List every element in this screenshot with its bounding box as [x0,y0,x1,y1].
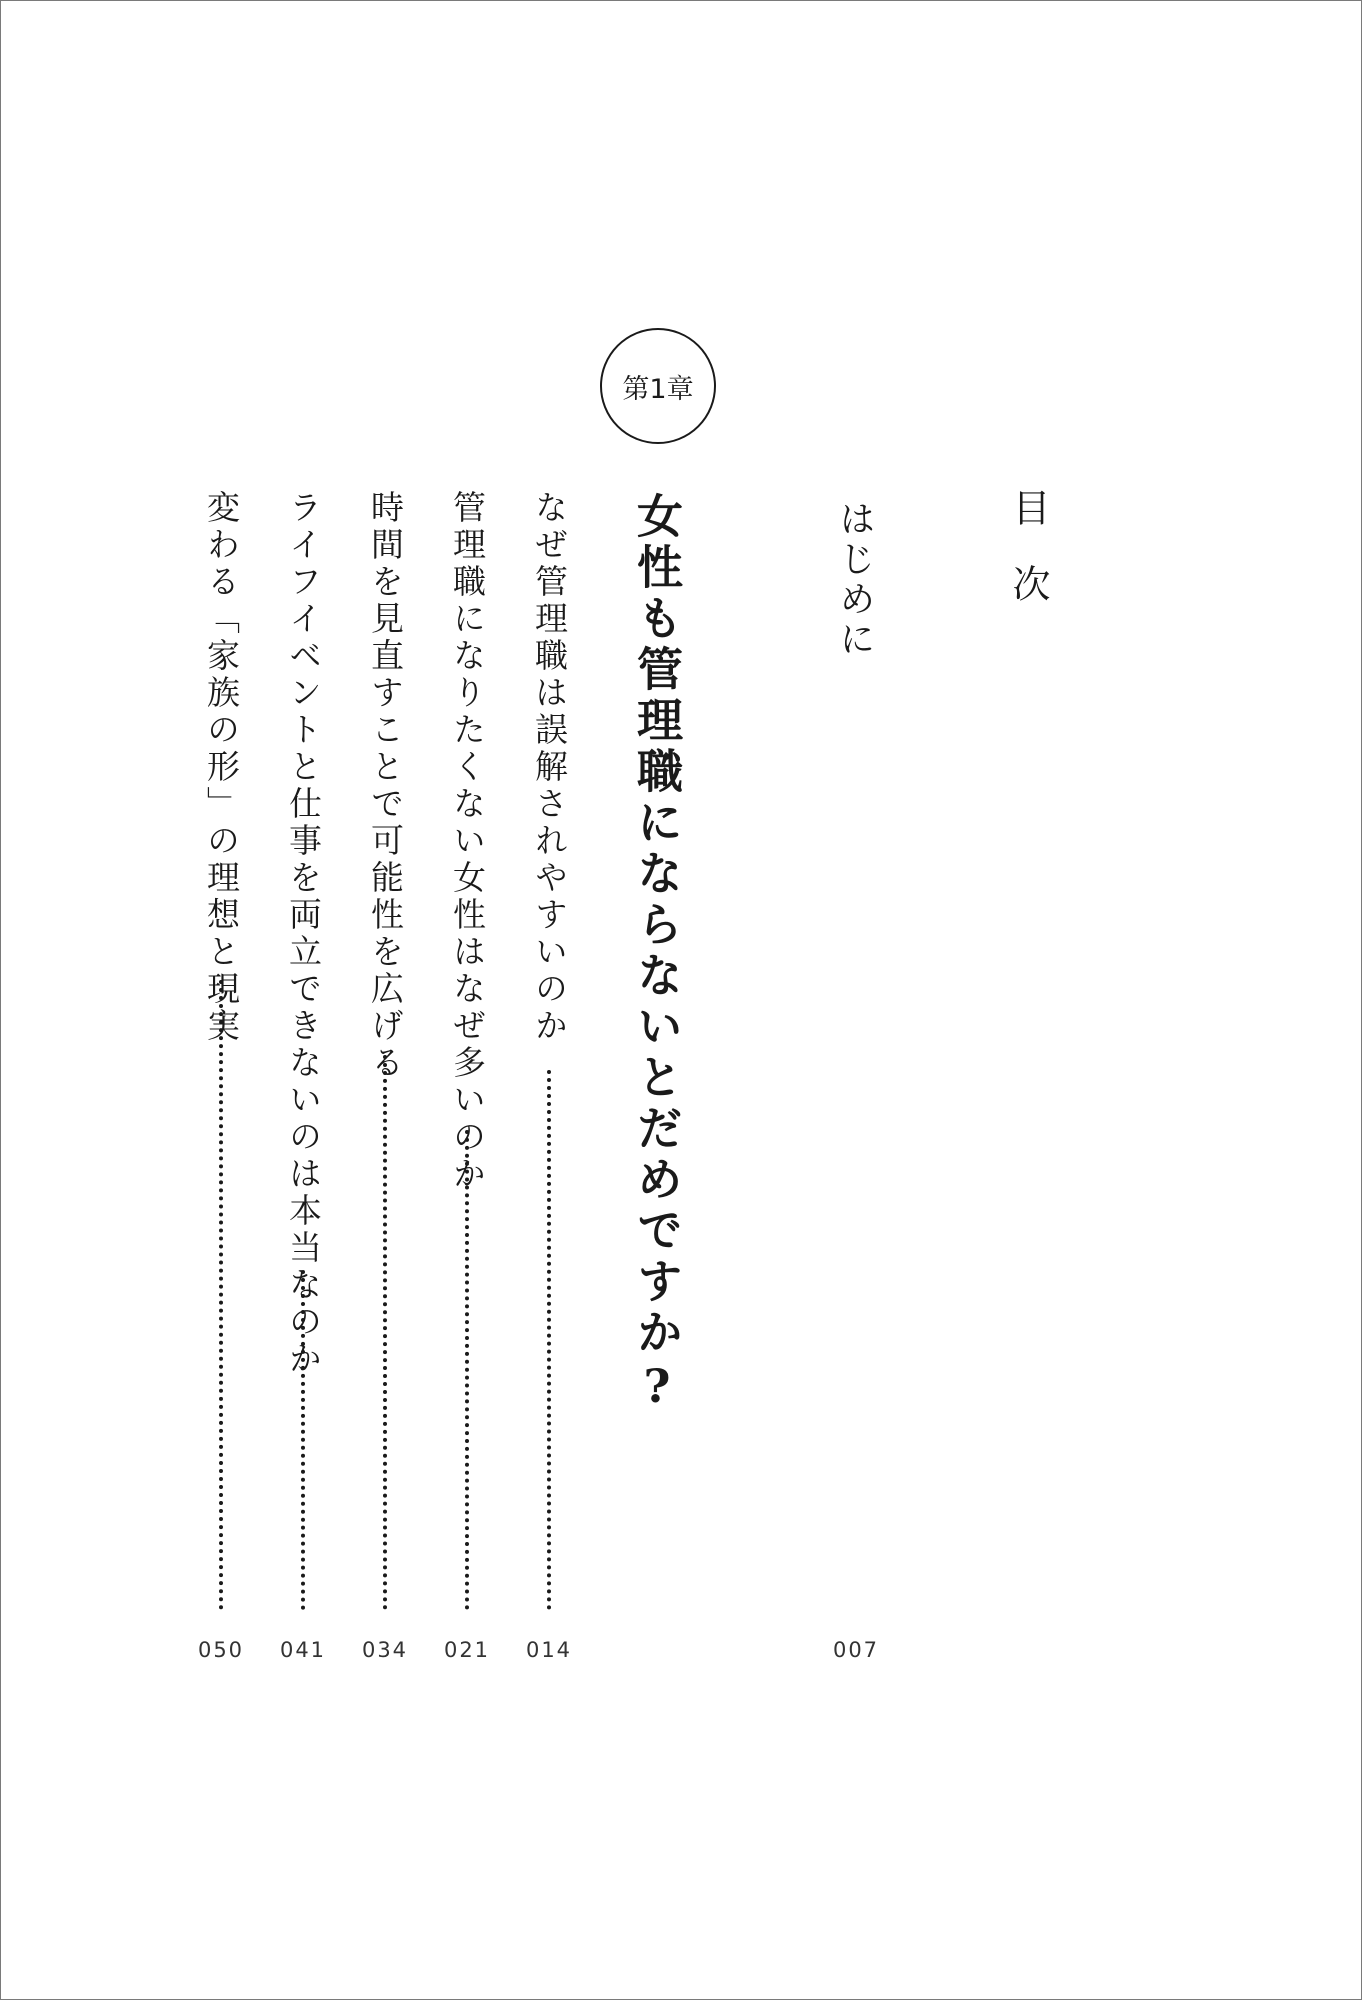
toc-entry-5[interactable]: 変わる「家族の形」の理想と現実 [202,490,241,1045]
chapter-badge-label: 第1章 [622,373,694,405]
toc-entry-1[interactable]: なぜ管理職は誤解されやすいのか [530,490,569,1045]
page-number-2: 021 [443,1638,491,1662]
leader-dots-5 [219,980,223,1610]
page-number-4: 041 [279,1638,327,1662]
leader-dots-4 [301,1270,305,1610]
page-number-5: 050 [197,1638,245,1662]
page-number-3: 034 [361,1638,409,1662]
leader-dots-1 [547,1070,551,1610]
toc-entry-2[interactable]: 管理職になりたくない女性はなぜ多いのか [448,490,487,1193]
chapter-badge [600,328,716,444]
toc-entry-4[interactable]: ライフイベントと仕事を両立できないのは本当なのか [284,490,323,1378]
leader-dots-2 [465,1130,469,1610]
leader-dots-3 [383,1055,387,1610]
toc-entry-3[interactable]: 時間を見直すことで可能性を広げる [366,490,405,1082]
page-number-intro: 007 [832,1638,880,1662]
toc-entry-intro[interactable]: はじめに [834,500,875,660]
toc-title: 目次 [1006,488,1050,640]
page-number-1: 014 [525,1638,573,1662]
chapter-title: 女性も管理職にならないとだめですか? [630,492,684,1418]
